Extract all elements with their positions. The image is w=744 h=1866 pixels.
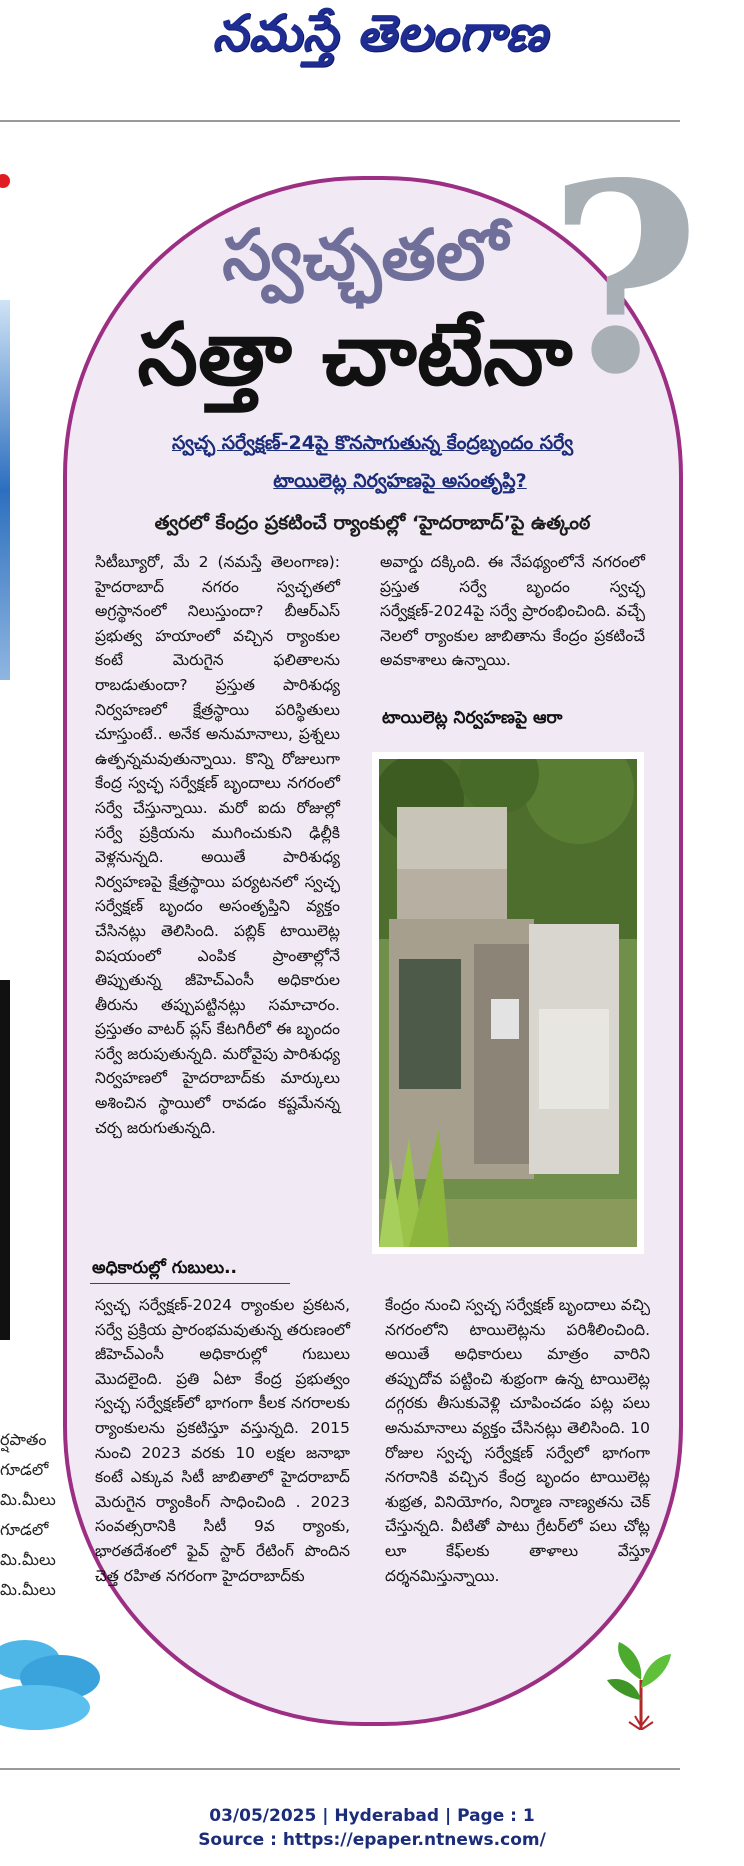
question-mark-graphic: ? (548, 127, 701, 432)
masthead-title: నమస్తే తెలంగాణ (212, 4, 548, 62)
toilet-kiosk-photo (372, 752, 644, 1254)
article-column-2: అవార్డు దక్కింది. ఈ నేపథ్యంలోనే నగరంలో ప్రస్తుత సర్వే బృందం స్వచ్ఛ సర్వేక్షణ్‌-2024పై సర్వే ప్రారంభించింది. వచ్చే నెలలో ర్యాంకుల జాబితాను కేంద్రం ప్రకటించే అవకాశాలు ఉన్నాయి. (380, 553, 645, 670)
subheadline-3: త్వరలో కేంద్రం ప్రకటించే ర్యాంకుల్లో ‘హైదరాబాద్‌’పై ఉత్కంఠ (154, 512, 591, 534)
neighbor-dark-strip (0, 980, 10, 1340)
neighbor-line: మి.మీలు (0, 1490, 56, 1509)
red-dot-marker (0, 174, 10, 188)
footer-date-edition: 03/05/2025 | Hyderabad | Page : 1 (209, 1806, 535, 1826)
bottom-rule (0, 1768, 680, 1770)
section-heading-toilets: టాయిలెట్ల నిర్వహణపై ఆరా (382, 708, 563, 728)
subheadline-2: టాయిలెట్ల నిర్వహణపై అసంతృప్తి? (273, 470, 527, 492)
neighbor-line: గూడలో (0, 1520, 49, 1539)
toilet-kiosk-illustration (379, 759, 637, 1247)
section-rule (90, 1283, 290, 1284)
neighbor-line: మి.మీలు (0, 1580, 56, 1599)
section-heading-officials: అధికారుల్లో గుబులు.. (92, 1258, 237, 1278)
article-column-3: స్వచ్ఛ సర్వేక్షణ్‌-2024 ర్యాంకుల ప్రకటన, సర్వే ప్రక్రియ ప్రారంభమవుతున్న తరుణంలో జీహెచ్‌ఎంసీ అధికారుల్లో గుబులు మొదలైంది. ప్రతి ఏటా కేంద్ర ప్రభుత్వం స్వచ్ఛ సర్వేక్షణ్‌లో భాగంగా కీలక నగరాలకు ర్యాంకులను ప్రకటిస్తూ వస్తున్నది. 2015 నుంచి 2023 వరకు 10 లక్షల జనాభా కంటే ఎక్కువ సిటీ జాబితాలో హైదరాబాద్‌ మెరుగైన ర్యాంకింగ్‌ సాధించింది . 2023 సంవత్సరానికి సిటీ 9వ ర్యాంకు, భారతదేశంలో ఫైవ్‌ స్టార్‌ రేటింగ్‌ పొందిన చెత్త రహిత నగరంగా హైదరాబాద్‌కు (95, 1296, 350, 1585)
neighbor-photo-strip (0, 300, 10, 680)
article-column-4: కేంద్రం నుంచి స్వచ్ఛ సర్వేక్షణ్‌ బృందాలు వచ్చి నగరంలోని టాయిలెట్లను పరిశీలించింది. అయితే అధికారులు మాత్రం వారిని తప్పుదోవ పట్టించి శుభ్రంగా ఉన్న టాయిలెట్ల దగ్గరకు తీసుకువెళ్లి చూపించడం పట్ల పలు అనుమానాలు వ్యక్తం చేసినట్లు తెలిసింది. 10 రోజుల స్వచ్ఛ సర్వేక్షణ్‌ సర్వేలో భాగంగా నగరానికి వచ్చిన కేంద్ర బృందం టాయిలెట్ల శుభ్రత, వినియోగం, నిర్మాణ నాణ్యతను చెక్‌ చేస్తున్నది. వీటితో పాటు గ్రేటర్‌లో పలు చోట్ల లూ కేఫ్‌లకు తాళాలు వేస్తూ దర్శనమిస్తున్నాయి. (385, 1296, 650, 1585)
headline-line-2: సత్తా చాటేనా (137, 305, 573, 405)
footer-source-link[interactable]: Source : https://epaper.ntnews.com/ (198, 1830, 546, 1850)
article-column-1: సిటీబ్యూరో, మే 2 (నమస్తే తెలంగాణ): హైదరాబాద్‌ నగరం స్వచ్ఛతలో అగ్రస్థానంలో నిలుస్తుందా? బీఆర్‌ఎస్‌ ప్రభుత్వ హయాంలో వచ్చిన ర్యాంకుల కంటే మెరుగైన ఫలితాలను రాబడుతుందా? ప్రస్తుత పారిశుధ్య నిర్వహణలో క్షేత్రస్థాయి పరిస్థితులు చూస్తుంటే.. అనేక అనుమానాలు, ప్రశ్నలు ఉత్పన్నమవుతున్నాయి. కొన్ని రోజులుగా కేంద్ర స్వచ్ఛ సర్వేక్షణ్‌ బృందాలు నగరంలో సర్వే చేస్తున్నాయి. మరో ఐదు రోజుల్లో సర్వే ప్రక్రియను ముగించుకుని ఢిల్లీకి వెళ్లనున్నది. అయితే పారిశుధ్య నిర్వహణపై క్షేత్రస్థాయి పర్యటనలో స్వచ్ఛ సర్వేక్షణ్‌ బృందం అసంతృప్తిని వ్యక్తం చేసినట్లు తెలిసింది. పబ్లిక్‌ టాయిలెట్ల విషయంలో ఎంపిక ప్రాంతాల్లోనే తిప్పుతున్న జీహెచ్‌ఎంసీ అధికారుల తీరును తప్పుపట్టినట్లు సమాచారం. ప్రస్తుతం వాటర్‌ ప్లస్‌ కేటగిరీలో ఈ బృందం సర్వే జరుపుతున్నది. మరోవైపు పారిశుధ్య నిర్వహణలో హైదరాబాద్‌కు మార్కులు అశించిన స్థాయిలో రావడం కష్టమేనన్న చర్చ జరుగుతున్నది. (95, 553, 340, 1137)
top-rule (0, 120, 680, 122)
headline-line-1: స్వచ్ఛతలో (222, 214, 508, 296)
neighbor-line: గూడలో (0, 1460, 49, 1479)
subheadline-1: స్వచ్ఛ సర్వేక్షణ్‌-24పై కొనసాగుతున్న కేంద్రబృందం సర్వే (171, 432, 574, 454)
neighbor-line: ర్షపాతం (0, 1430, 47, 1449)
plant-icon (605, 1640, 677, 1730)
cloud-icon (0, 1685, 90, 1730)
neighbor-line: మి.మీలు (0, 1550, 56, 1569)
